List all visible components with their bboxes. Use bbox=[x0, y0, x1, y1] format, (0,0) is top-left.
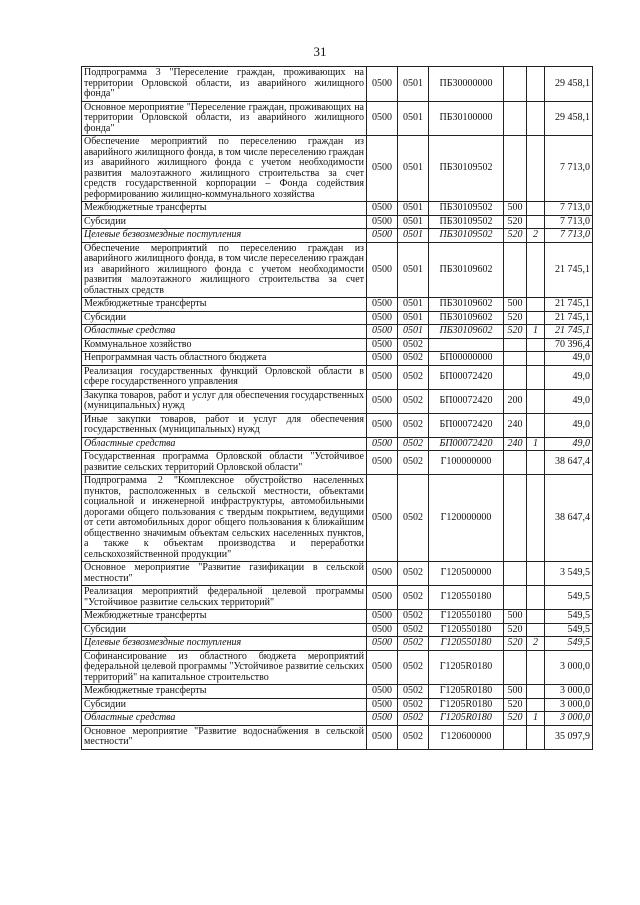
row-name: Непрограммная часть областного бюджета bbox=[82, 352, 367, 366]
row-section: 0500 bbox=[367, 650, 398, 685]
row-expense-type bbox=[504, 725, 527, 749]
table-row bbox=[82, 311, 593, 325]
row-funding-code bbox=[527, 298, 545, 312]
row-amount: 3 000,0 bbox=[545, 698, 593, 712]
row-name: Основное мероприятие "Развитие газификации в сельской местности" bbox=[82, 562, 367, 586]
row-expense-type: 200 bbox=[504, 389, 527, 413]
row-amount: 21 745,1 bbox=[545, 298, 593, 312]
row-section: 0500 bbox=[367, 586, 398, 610]
row-expense-type bbox=[504, 586, 527, 610]
row-subsection: 0501 bbox=[398, 242, 429, 298]
row-subsection: 0502 bbox=[398, 712, 429, 726]
row-funding-code bbox=[527, 650, 545, 685]
row-funding-code bbox=[527, 451, 545, 475]
row-amount: 21 745,1 bbox=[545, 325, 593, 339]
row-section: 0500 bbox=[367, 637, 398, 651]
row-funding-code bbox=[527, 562, 545, 586]
row-name: Иные закупки товаров, работ и услуг для обеспечения государственных (муниципальных) нужд bbox=[82, 413, 367, 437]
page-number: 31 bbox=[313, 44, 327, 59]
table-row bbox=[82, 229, 593, 243]
row-amount: 549,5 bbox=[545, 610, 593, 624]
row-subsection: 0502 bbox=[398, 650, 429, 685]
row-subsection: 0502 bbox=[398, 437, 429, 451]
row-name: Софинансирование из областного бюджета мероприятий федеральной целевой программы "Устойчивое развитие сельских территорий" на капитальное строительство bbox=[82, 650, 367, 685]
row-name: Коммунальное хозяйство bbox=[82, 338, 367, 352]
row-amount: 7 713,0 bbox=[545, 215, 593, 229]
table-row bbox=[82, 685, 593, 699]
row-amount: 29 458,1 bbox=[545, 67, 593, 102]
row-target-article: Г120600000 bbox=[429, 725, 504, 749]
row-expense-type: 500 bbox=[504, 610, 527, 624]
row-name: Основное мероприятие "Переселение граждан, проживающих на территории Орловской области, из аварийного жилищного фонда" bbox=[82, 101, 367, 136]
table-row bbox=[82, 725, 593, 749]
row-funding-code bbox=[527, 365, 545, 389]
row-amount: 3 000,0 bbox=[545, 712, 593, 726]
row-target-article: ПБ30109502 bbox=[429, 136, 504, 202]
table-row bbox=[82, 437, 593, 451]
row-target-article: ПБ30109602 bbox=[429, 325, 504, 339]
table-row bbox=[82, 586, 593, 610]
row-subsection: 0502 bbox=[398, 586, 429, 610]
row-target-article: ПБ30100000 bbox=[429, 101, 504, 136]
row-target-article bbox=[429, 338, 504, 352]
row-amount: 3 549,5 bbox=[545, 562, 593, 586]
row-target-article: Г120550180 bbox=[429, 623, 504, 637]
table-row bbox=[82, 365, 593, 389]
row-subsection: 0502 bbox=[398, 413, 429, 437]
row-name: Обеспечение мероприятий по переселению граждан из аварийного жилищного фонда, в том числе переселению граждан из аварийного жилищного фонда с учетом необходимости развития малоэтажного жилищного строительства за счет средств государственной корпорации – Фонда содействия реформированию жилищно-коммунального хозяйства bbox=[82, 136, 367, 202]
table-row bbox=[82, 562, 593, 586]
row-amount: 21 745,1 bbox=[545, 311, 593, 325]
row-target-article: ПБ30109602 bbox=[429, 298, 504, 312]
row-amount: 49,0 bbox=[545, 352, 593, 366]
row-expense-type bbox=[504, 101, 527, 136]
row-subsection: 0501 bbox=[398, 311, 429, 325]
row-subsection: 0501 bbox=[398, 325, 429, 339]
row-funding-code bbox=[527, 685, 545, 699]
row-section: 0500 bbox=[367, 101, 398, 136]
row-expense-type bbox=[504, 562, 527, 586]
row-name: Реализация мероприятий федеральной целевой программы "Устойчивое развитие сельских территорий" bbox=[82, 586, 367, 610]
row-section: 0500 bbox=[367, 712, 398, 726]
table-row bbox=[82, 325, 593, 339]
table-row bbox=[82, 623, 593, 637]
row-section: 0500 bbox=[367, 67, 398, 102]
row-target-article: ПБ30109602 bbox=[429, 242, 504, 298]
row-name: Межбюджетные трансферты bbox=[82, 298, 367, 312]
row-amount: 49,0 bbox=[545, 389, 593, 413]
row-amount: 549,5 bbox=[545, 637, 593, 651]
row-section: 0500 bbox=[367, 338, 398, 352]
row-funding-code: 1 bbox=[527, 325, 545, 339]
row-funding-code bbox=[527, 67, 545, 102]
row-target-article: Г120500000 bbox=[429, 562, 504, 586]
row-amount: 21 745,1 bbox=[545, 242, 593, 298]
row-expense-type bbox=[504, 136, 527, 202]
row-expense-type bbox=[504, 451, 527, 475]
row-section: 0500 bbox=[367, 311, 398, 325]
row-section: 0500 bbox=[367, 413, 398, 437]
row-section: 0500 bbox=[367, 437, 398, 451]
row-amount: 49,0 bbox=[545, 413, 593, 437]
table-row bbox=[82, 650, 593, 685]
table-row bbox=[82, 637, 593, 651]
row-expense-type bbox=[504, 352, 527, 366]
row-section: 0500 bbox=[367, 298, 398, 312]
table-row bbox=[82, 202, 593, 216]
row-target-article: Г1205R0180 bbox=[429, 650, 504, 685]
row-expense-type: 520 bbox=[504, 712, 527, 726]
row-subsection: 0502 bbox=[398, 365, 429, 389]
row-expense-type bbox=[504, 242, 527, 298]
row-subsection: 0501 bbox=[398, 215, 429, 229]
row-subsection: 0502 bbox=[398, 338, 429, 352]
row-subsection: 0502 bbox=[398, 685, 429, 699]
row-subsection: 0502 bbox=[398, 562, 429, 586]
row-funding-code bbox=[527, 389, 545, 413]
row-section: 0500 bbox=[367, 725, 398, 749]
table-row bbox=[82, 389, 593, 413]
row-subsection: 0502 bbox=[398, 623, 429, 637]
row-section: 0500 bbox=[367, 365, 398, 389]
row-target-article: Г120550180 bbox=[429, 586, 504, 610]
row-section: 0500 bbox=[367, 562, 398, 586]
row-name: Реализация государственных функций Орловской области в сфере государственного управления bbox=[82, 365, 367, 389]
row-amount: 70 396,4 bbox=[545, 338, 593, 352]
row-target-article: БП00072420 bbox=[429, 413, 504, 437]
row-funding-code bbox=[527, 352, 545, 366]
row-subsection: 0501 bbox=[398, 67, 429, 102]
row-name: Субсидии bbox=[82, 698, 367, 712]
row-name: Основное мероприятие "Развитие водоснабжения в сельской местности" bbox=[82, 725, 367, 749]
row-target-article: БП00072420 bbox=[429, 389, 504, 413]
row-target-article: Г100000000 bbox=[429, 451, 504, 475]
row-subsection: 0501 bbox=[398, 202, 429, 216]
row-target-article: ПБ30109602 bbox=[429, 311, 504, 325]
row-target-article: ПБ30109502 bbox=[429, 229, 504, 243]
row-funding-code bbox=[527, 610, 545, 624]
row-target-article: Г120000000 bbox=[429, 475, 504, 562]
row-funding-code: 2 bbox=[527, 229, 545, 243]
row-name: Областные средства bbox=[82, 325, 367, 339]
row-name: Целевые безвозмездные поступления bbox=[82, 637, 367, 651]
row-expense-type bbox=[504, 365, 527, 389]
row-subsection: 0502 bbox=[398, 352, 429, 366]
row-section: 0500 bbox=[367, 623, 398, 637]
table-row bbox=[82, 610, 593, 624]
row-name: Областные средства bbox=[82, 712, 367, 726]
row-name: Государственная программа Орловской области "Устойчивое развитие сельских территорий Орловской области" bbox=[82, 451, 367, 475]
row-expense-type: 520 bbox=[504, 698, 527, 712]
row-name: Обеспечение мероприятий по переселению граждан из аварийного жилищного фонда, в том числе переселению граждан из аварийного жилищного фонда с учетом необходимости развития малоэтажного жилищного строительства за счет областных средств bbox=[82, 242, 367, 298]
row-amount: 38 647,4 bbox=[545, 451, 593, 475]
row-expense-type: 520 bbox=[504, 229, 527, 243]
row-subsection: 0502 bbox=[398, 698, 429, 712]
row-expense-type: 240 bbox=[504, 413, 527, 437]
row-target-article: Г120550180 bbox=[429, 610, 504, 624]
row-subsection: 0502 bbox=[398, 610, 429, 624]
row-subsection: 0502 bbox=[398, 725, 429, 749]
row-section: 0500 bbox=[367, 242, 398, 298]
row-section: 0500 bbox=[367, 352, 398, 366]
row-target-article: ПБ30109502 bbox=[429, 202, 504, 216]
row-funding-code: 1 bbox=[527, 437, 545, 451]
row-name: Подпрограмма 2 "Комплексное обустройство населенных пунктов, расположенных в сельской местности, объектами социальной и инженерной инфраструктуры, автомобильными дорогами общего пользования с твердым покрытием, ведущими от сети автомобильных дорог общего пользования к ближайшим общественно значимым объектам сельских населенных пунктов, а также к объектам производства и переработки сельскохозяйственной продукции" bbox=[82, 475, 367, 562]
table-row bbox=[82, 475, 593, 562]
table-row bbox=[82, 101, 593, 136]
row-funding-code bbox=[527, 136, 545, 202]
row-amount: 549,5 bbox=[545, 586, 593, 610]
row-name: Межбюджетные трансферты bbox=[82, 685, 367, 699]
row-name: Подпрограмма 3 "Переселение граждан, проживающих на территории Орловской области, из аварийного жилищного фонда" bbox=[82, 67, 367, 102]
row-amount: 35 097,9 bbox=[545, 725, 593, 749]
row-section: 0500 bbox=[367, 685, 398, 699]
row-expense-type bbox=[504, 338, 527, 352]
row-funding-code bbox=[527, 698, 545, 712]
row-funding-code bbox=[527, 202, 545, 216]
row-section: 0500 bbox=[367, 389, 398, 413]
row-name: Субсидии bbox=[82, 311, 367, 325]
row-funding-code bbox=[527, 311, 545, 325]
table-row bbox=[82, 298, 593, 312]
row-funding-code bbox=[527, 215, 545, 229]
row-subsection: 0501 bbox=[398, 229, 429, 243]
row-amount: 29 458,1 bbox=[545, 101, 593, 136]
row-expense-type: 240 bbox=[504, 437, 527, 451]
row-subsection: 0502 bbox=[398, 475, 429, 562]
budget-table bbox=[81, 66, 593, 750]
row-target-article: ПБ30109502 bbox=[429, 215, 504, 229]
row-expense-type: 500 bbox=[504, 685, 527, 699]
row-section: 0500 bbox=[367, 202, 398, 216]
budget-table-body bbox=[82, 67, 593, 750]
row-target-article: Г1205R0180 bbox=[429, 685, 504, 699]
table-row bbox=[82, 451, 593, 475]
row-section: 0500 bbox=[367, 215, 398, 229]
table-row bbox=[82, 136, 593, 202]
row-section: 0500 bbox=[367, 451, 398, 475]
table-row bbox=[82, 242, 593, 298]
row-section: 0500 bbox=[367, 229, 398, 243]
row-name: Межбюджетные трансферты bbox=[82, 610, 367, 624]
row-name: Областные средства bbox=[82, 437, 367, 451]
row-section: 0500 bbox=[367, 698, 398, 712]
row-funding-code: 2 bbox=[527, 637, 545, 651]
row-subsection: 0502 bbox=[398, 637, 429, 651]
row-section: 0500 bbox=[367, 475, 398, 562]
row-target-article: Г120550180 bbox=[429, 637, 504, 651]
row-name: Субсидии bbox=[82, 623, 367, 637]
row-subsection: 0501 bbox=[398, 101, 429, 136]
row-expense-type: 520 bbox=[504, 311, 527, 325]
row-section: 0500 bbox=[367, 325, 398, 339]
row-expense-type: 520 bbox=[504, 623, 527, 637]
row-subsection: 0501 bbox=[398, 136, 429, 202]
row-amount: 7 713,0 bbox=[545, 136, 593, 202]
table-row bbox=[82, 712, 593, 726]
row-funding-code bbox=[527, 338, 545, 352]
row-expense-type: 520 bbox=[504, 215, 527, 229]
row-name: Межбюджетные трансферты bbox=[82, 202, 367, 216]
row-subsection: 0502 bbox=[398, 389, 429, 413]
row-amount: 7 713,0 bbox=[545, 229, 593, 243]
row-funding-code: 1 bbox=[527, 712, 545, 726]
table-row bbox=[82, 338, 593, 352]
row-funding-code bbox=[527, 242, 545, 298]
row-name: Закупка товаров, работ и услуг для обеспечения государственных (муниципальных) нужд bbox=[82, 389, 367, 413]
row-expense-type: 500 bbox=[504, 202, 527, 216]
row-expense-type: 520 bbox=[504, 325, 527, 339]
row-expense-type bbox=[504, 475, 527, 562]
table-row bbox=[82, 67, 593, 102]
row-funding-code bbox=[527, 475, 545, 562]
row-section: 0500 bbox=[367, 136, 398, 202]
row-funding-code bbox=[527, 725, 545, 749]
row-funding-code bbox=[527, 623, 545, 637]
row-amount: 3 000,0 bbox=[545, 650, 593, 685]
row-expense-type bbox=[504, 650, 527, 685]
row-amount: 49,0 bbox=[545, 437, 593, 451]
row-name: Субсидии bbox=[82, 215, 367, 229]
row-subsection: 0502 bbox=[398, 451, 429, 475]
row-amount: 549,5 bbox=[545, 623, 593, 637]
table-row bbox=[82, 698, 593, 712]
row-expense-type: 520 bbox=[504, 637, 527, 651]
table-row bbox=[82, 413, 593, 437]
row-expense-type bbox=[504, 67, 527, 102]
row-section: 0500 bbox=[367, 610, 398, 624]
row-target-article: БП00072420 bbox=[429, 365, 504, 389]
row-amount: 3 000,0 bbox=[545, 685, 593, 699]
row-subsection: 0501 bbox=[398, 298, 429, 312]
row-funding-code bbox=[527, 101, 545, 136]
row-amount: 49,0 bbox=[545, 365, 593, 389]
row-target-article: БП00000000 bbox=[429, 352, 504, 366]
table-row bbox=[82, 215, 593, 229]
table-row bbox=[82, 352, 593, 366]
row-funding-code bbox=[527, 413, 545, 437]
row-target-article: Г1205R0180 bbox=[429, 712, 504, 726]
row-amount: 7 713,0 bbox=[545, 202, 593, 216]
row-target-article: БП00072420 bbox=[429, 437, 504, 451]
row-name: Целевые безвозмездные поступления bbox=[82, 229, 367, 243]
row-amount: 38 647,4 bbox=[545, 475, 593, 562]
row-target-article: Г1205R0180 bbox=[429, 698, 504, 712]
row-funding-code bbox=[527, 586, 545, 610]
row-expense-type: 500 bbox=[504, 298, 527, 312]
row-target-article: ПБ30000000 bbox=[429, 67, 504, 102]
